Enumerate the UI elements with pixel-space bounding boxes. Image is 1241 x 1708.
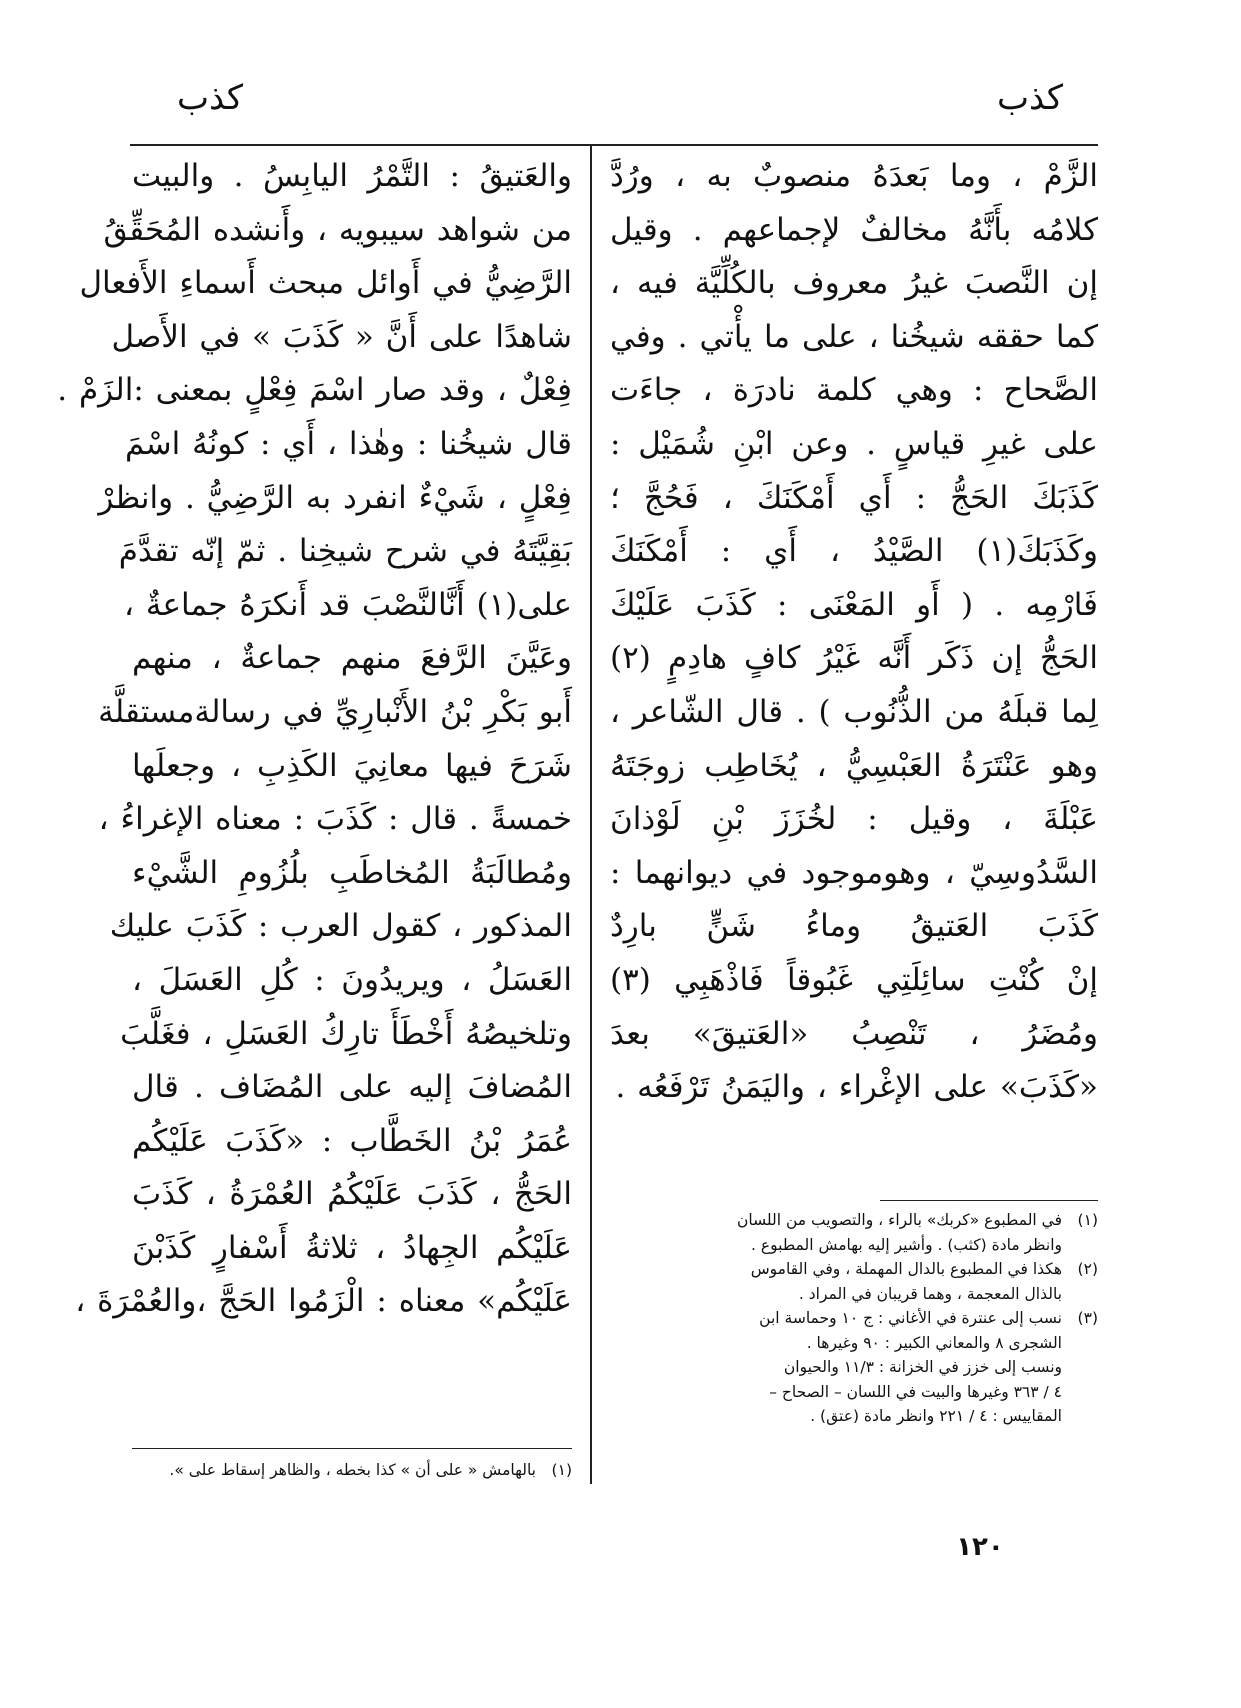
footnote-text: المقاييس : ٤ / ٢٢١ وانظر مادة (عتق) .: [810, 1407, 1062, 1425]
running-header-right: كذب: [996, 78, 1064, 118]
footnote-text: هكذا في المطبوع بالدال المهملة ، وفي القاموس: [750, 1260, 1062, 1278]
running-header-left: كذب: [176, 78, 244, 118]
footnote-text: وانظر مادة (كثب) . وأشير إليه بهامش المطبوع .: [751, 1235, 1062, 1254]
footnote-line: [628, 1306, 1098, 1331]
text-line: عَبْلَةَ ، وقيل : لخُزَزَ بْنِ لَوْذانَ: [610, 801, 1098, 838]
footnote-text: ونسب إلى خزز في الخزانة : ١١/٣ والحيوان: [783, 1358, 1062, 1376]
text-line: إن النَّصبَ غيرُ معروف بالكُلِّيَّة فيه ،: [610, 265, 1098, 302]
footnote-text: ٤ / ٣٦٣ وغيرها والبيت في اللسان – الصحاح –: [769, 1382, 1062, 1401]
footnote-number: (١): [551, 1461, 572, 1479]
text-line: الحَجُّ ، كَذَبَ عَلَيْكُمُ العُمْرَةُ ، كَذَبَ: [132, 1176, 572, 1213]
footnote-line: [628, 1257, 1098, 1282]
text-line: بَقِيَّتَهُ في شرح شيخِنا . ثمّ إنّه تقدَّمَ: [118, 533, 572, 570]
footnote-number: (١): [1077, 1211, 1098, 1229]
text-line: السَّدُوسِيّ ، وهوموجود في ديوانهما :: [610, 854, 1098, 891]
text-line: ومُطالَبَةُ المُخاطَبِ بلُزُومِ الشَّيْء: [132, 854, 572, 891]
text-line: الحَجُّ إن ذَكَر أَنَّه غَيْرُ كافٍ هادِمٍ (٢): [610, 640, 1098, 677]
text-line: على غيرِ قياسٍ . وعن ابْنِ شُمَيْل :: [610, 425, 1098, 462]
column-divider: [590, 144, 592, 1484]
text-line: الصَّحاح : وهي كلمة نادرَة ، جاءَت: [610, 372, 1098, 409]
text-line: فِعْلٍ ، شَيْءٌ انفرد به الرَّضِيُّ . وانظرْ: [98, 479, 572, 516]
footnote-line: [628, 1404, 1098, 1429]
footnote-line: [628, 1282, 1098, 1307]
footnote-rule-right: [880, 1200, 1098, 1201]
right-column-text: [610, 150, 1098, 1115]
text-line: قال شيخُنا : وهٰذا ، أَي : كونُهُ اسْمَ: [125, 425, 572, 462]
text-line: عُمَرُ بْنُ الخَطَّاب : «كَذَبَ عَلَيْكُم: [132, 1122, 572, 1159]
footnote-number: (٣): [1077, 1309, 1098, 1327]
page-number: ١٢٠: [956, 1532, 1004, 1562]
footnote-line: [628, 1208, 1098, 1233]
text-line: كلامُه بأَنَّهُ مخالفٌ لإجماعهم . وقيل: [610, 211, 1098, 248]
text-line: المُضافَ إليه على المُضَاف . قال: [132, 1069, 572, 1106]
footnote-text: بالذال المعجمة ، وهما قريبان في المراد .: [798, 1284, 1062, 1303]
text-line: وكَذَبَكَ(١) الصَّيْدُ ، أَي : أَمْكَنَكَ: [610, 533, 1098, 570]
text-line: عَلَيْكُم الجِهادُ ، ثلاثةُ أَسْفارٍ كَذَبْنَ: [132, 1229, 572, 1266]
footnote-line: [628, 1233, 1098, 1258]
text-line: وهو عَنْتَرَةُ العَبْسِيُّ ، يُخَاطِب زوجَتَهُ: [610, 747, 1098, 784]
footnote-text: بالهامش « على أن » كذا بخطه ، والظاهر إسقاط على ».: [169, 1461, 536, 1479]
text-line: لِما قبلَهُ من الذُّنُوب ) . قال الشّاعر ،: [610, 693, 1098, 730]
left-column-text: [57, 150, 572, 1329]
text-line: إنْ كُنْتِ سائِلَتِي غَبُوقاً فَاذْهَبِي (٣): [610, 961, 1098, 998]
footnotes-left: [132, 1458, 572, 1483]
text-line: على(١) أَنَّالنَّصْبَ قد أَنكرَهُ جماعةٌ ،: [124, 586, 572, 623]
text-line: والعَتيقُ : التَّمْرُ اليابِسُ . والبيت: [132, 158, 572, 194]
text-line: خمسةً . قال : كَذَبَ : معناه الإغراءُ ،: [98, 801, 572, 838]
text-line: من شواهد سيبويه ، وأَنشده المُحَقِّقُ: [103, 211, 572, 248]
footnote-line: [628, 1380, 1098, 1405]
footnote-number: (٢): [1077, 1260, 1098, 1278]
text-line: كَذَبَ العَتيقُ وماءُ شَنٍّ بارِدٌ: [610, 908, 1098, 945]
footnote-line: [628, 1355, 1098, 1380]
text-line: المذكور ، كقول العرب : كَذَبَ عليك: [109, 908, 572, 945]
footnote-line: [132, 1458, 572, 1483]
text-line: أَبو بَكْرِ بْنُ الأَنْبارِيِّ في رسالةمستقلَّة: [98, 693, 572, 730]
text-line: فِعْلٌ ، وقد صار اسْمَ فِعْلٍ بمعنى :الزَمْ .: [57, 372, 572, 409]
footnote-line: [628, 1331, 1098, 1356]
text-line: فَارْمِه . ( أَو المَعْنَى : كَذَبَ عَلَيْكَ: [610, 586, 1098, 623]
text-line: وتلخيصُهُ أَخْطَأَ تارِكُ العَسَلِ ، فغَلَّبَ: [120, 1015, 572, 1052]
footnote-text: في المطبوع «كربك» بالراء ، والتصويب من اللسان: [736, 1211, 1062, 1229]
text-line: كما حققه شيخُنا ، على ما يأْتي . وفي: [610, 318, 1098, 355]
text-line: كَذَبَكَ الحَجُّ : أَي أَمْكَنَكَ ، فَحُجَّ ؛: [610, 479, 1098, 516]
footnote-text: الشجرى ٨ والمعاني الكبير : ٩٠ وغيرها .: [806, 1333, 1062, 1352]
footnotes-right: [628, 1208, 1098, 1429]
footnote-text: نسب إلى عنترة في الأغاني : ج ١٠ وحماسة ابن: [759, 1309, 1062, 1327]
header-rule: [130, 144, 1098, 146]
footnote-rule-left: [132, 1448, 572, 1449]
text-line: «كَذَبَ» على الإغْراء ، واليَمَنُ تَرْفَعُه .: [615, 1069, 1098, 1106]
text-line: شاهدًا على أَنَّ « كَذَبَ » في الأَصل: [111, 318, 572, 355]
text-line: ومُضَرُ ، تَنْصِبُ «العَتيقَ» بعدَ: [610, 1015, 1098, 1052]
text-line: العَسَلُ ، ويريدُونَ : كُلِ العَسَلَ ،: [132, 961, 572, 998]
text-line: عَلَيْكُم» معناه : الْزَمُوا الحَجَّ ،والعُمْرَةَ ،: [75, 1283, 572, 1320]
text-line: الرَّضِيُّ في أَوائل مبحث أَسماءِ الأَفعال: [79, 265, 572, 302]
text-line: وعَيَّنَ الرَّفعَ منهم جماعةٌ ، منهم: [132, 640, 572, 677]
text-line: شَرَحَ فيها معانِيَ الكَذِبِ ، وجعلَها: [132, 747, 572, 784]
text-line: الزَّمْ ، وما بَعدَهُ منصوبٌ به ، ورُدَّ: [610, 158, 1098, 194]
